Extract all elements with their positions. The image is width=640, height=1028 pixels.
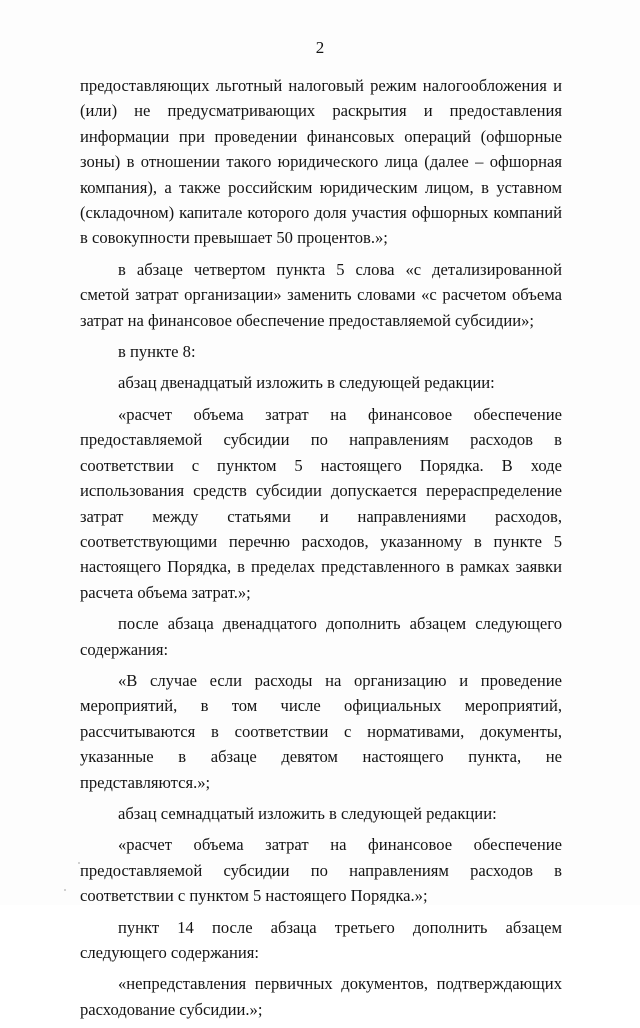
paragraph-abzac12-text: «расчет объема затрат на финансовое обеспечение предоставляемой субсидии по направлениям расходов в соответствии с пунктом 5 настоящего Порядка. В ходе использования средств субсидии допускается перераспределение затрат между статьями и направлениями расходов, соответствующими перечню расходов, указанному в пункте 5 настоящего Порядка, в пределах представленного в рамках заявки расчета объема затрат.»;: [80, 404, 562, 602]
paragraph-after-abzac12-intro: после абзаца двенадцатого дополнить абзацем следующего содержания:: [80, 614, 562, 659]
document-body: [80, 73, 562, 1028]
paragraph-clause8-heading: в пункте 8:: [118, 342, 196, 362]
page-number: 2: [315, 38, 325, 57]
paragraph-after-abzac12-text: «В случае если расходы на организацию и проведение мероприятий, в том числе официальных мероприятий, рассчитываются в соответствии с нормативами, документы, указанные в абзаце девятом настоящего пункта, не представляются.»;: [80, 670, 562, 792]
scan-speck: [64, 889, 66, 891]
paragraph-abzac17-intro: абзац семнадцатый изложить в следующей редакции:: [118, 803, 497, 823]
paragraph-abzac12-intro: абзац двенадцатый изложить в следующей редакции:: [118, 373, 495, 393]
paragraph-clause14-text: «непредставления первичных документов, подтверждающих расходование субсидии.»;: [80, 974, 562, 1019]
paragraph-offshore-definition: предоставляющих льготный налоговый режим налогообложения и (или) не предусматривающих раскрытия и предоставления информации при проведении финансовых операций (офшорные зоны) в отношении такого юридического лица (далее – офшорная компания), а также российским юридическим лицом, в уставном (складочном) капитале которого доля участия офшорных компаний в совокупности превышает 50 процентов.»;: [80, 76, 562, 248]
paragraph-clause5-amendment: в абзаце четвертом пункта 5 слова «с детализированной сметой затрат организации» заменить словами «с расчетом объема затрат на финансовое обеспечение предоставляемой субсидии»;: [80, 259, 562, 330]
paragraph-clause14-intro: пункт 14 после абзаца третьего дополнить абзацем следующего содержания:: [80, 917, 562, 962]
scan-speck: [78, 862, 80, 864]
paragraph-abzac17-text: «расчет объема затрат на финансовое обеспечение предоставляемой субсидии по направлениям расходов в соответствии с пунктом 5 настоящего Порядка.»;: [80, 835, 562, 906]
